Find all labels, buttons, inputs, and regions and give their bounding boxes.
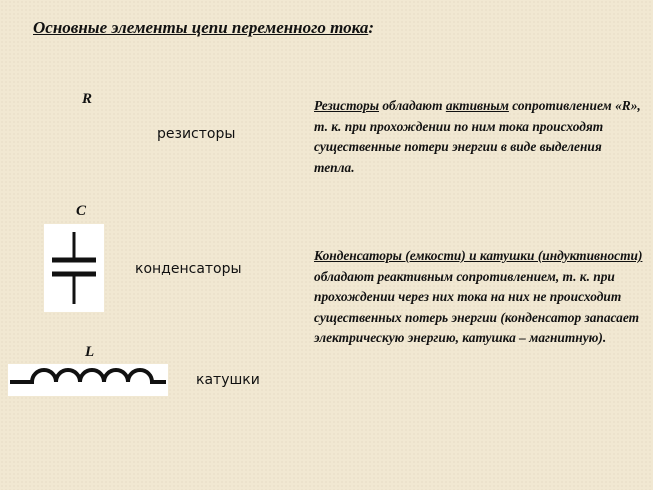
capacitor-letter: C xyxy=(76,203,87,219)
reactive-lead: Конденсаторы (емкости) и катушки (индуктивности) xyxy=(314,248,643,263)
resistors-word: Резисторы xyxy=(314,98,379,113)
resistor-letter: R xyxy=(82,91,93,107)
coils-label: катушки xyxy=(196,372,260,388)
resistors-rest: сопротивлением «R», т. к. при прохождении по ним тока происходят существенные потери энергии в виде выделения тепла. xyxy=(314,98,641,175)
reactive-rest: обладают реактивным сопротивлением, т. к. при прохождении через них тока на них не происходит существенных потерь энергии (конденсатор запасает электрическую энергию, катушка – магнитную). xyxy=(314,268,640,345)
page-title xyxy=(33,18,374,38)
capacitors-label: конденсаторы xyxy=(135,261,242,277)
resistors-label: резисторы xyxy=(157,126,236,142)
page-title-colon: : xyxy=(368,18,374,37)
page-title-text: Основные элементы цепи переменного тока xyxy=(33,18,369,37)
reactive-description xyxy=(314,246,644,349)
capacitor-symbol-icon xyxy=(44,224,104,312)
inductor-letter: L xyxy=(85,344,95,360)
resistors-description xyxy=(314,96,644,178)
active-term: активным xyxy=(445,98,509,113)
inductor-symbol-icon xyxy=(8,364,168,396)
resistors-mid: обладают xyxy=(379,98,446,113)
